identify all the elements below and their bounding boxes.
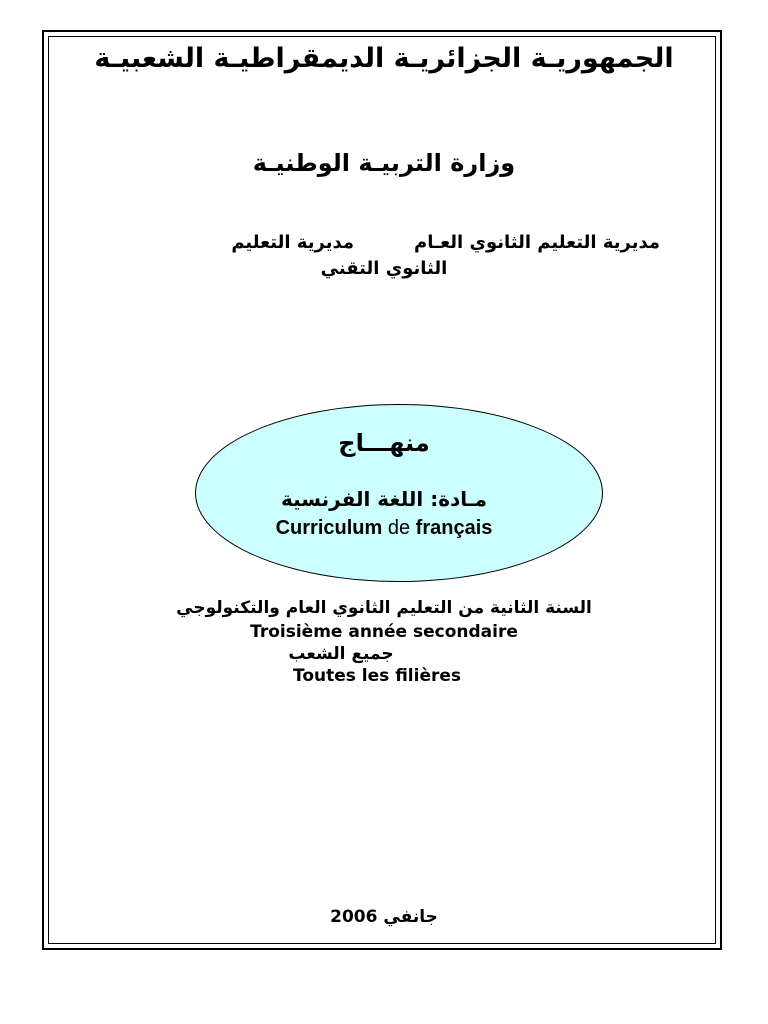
directorate-technical: مديرية التعليم xyxy=(231,232,354,253)
directorate-technical-continued: الثانوي التقني xyxy=(320,258,448,279)
republic-title: الجمهوريـة الجزائريـة الديمقراطيـة الشعبيـة xyxy=(94,43,674,74)
streams-french: Toutes les filières xyxy=(292,666,462,686)
document-date: جانفي 2006 xyxy=(330,907,438,927)
subject-french-word-3: français xyxy=(415,517,493,539)
year-arabic: السنة الثانية من التعليم الثانوي العام والتكنولوجي xyxy=(176,598,592,618)
curriculum-title: منهـــاج xyxy=(338,429,430,457)
streams-arabic: جميع الشعب xyxy=(288,644,394,664)
subject-arabic: مـادة: اللغة الفرنسية xyxy=(280,487,488,511)
directorate-general: مديرية التعليم الثانوي العـام xyxy=(414,232,660,253)
ministry-title: وزارة التربيـة الوطنيـة xyxy=(252,149,516,177)
directorates-line xyxy=(231,231,660,255)
subject-french-word-2: de xyxy=(387,517,411,539)
subject-french xyxy=(0,515,768,541)
subject-french-word-1: Curriculum xyxy=(275,517,383,539)
year-french: Troisième année secondaire xyxy=(250,622,518,642)
